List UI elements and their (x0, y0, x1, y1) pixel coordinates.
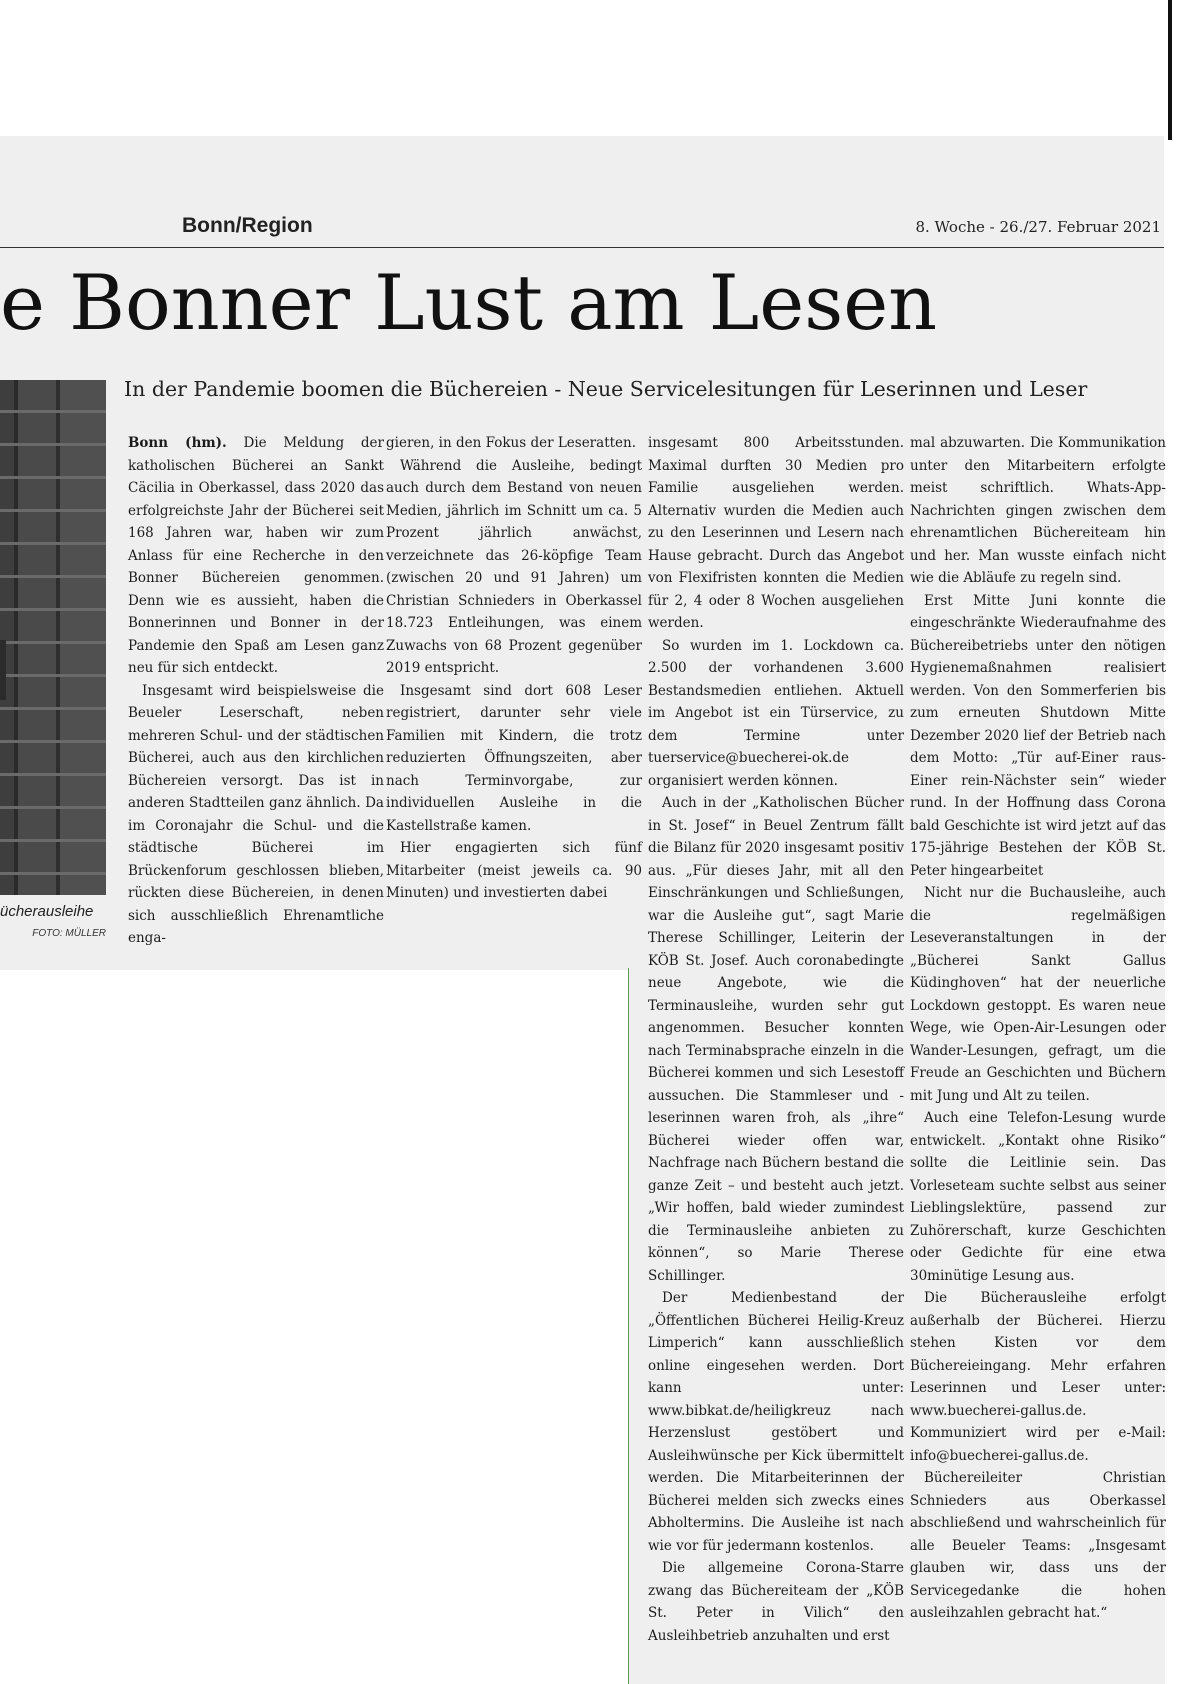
section-label: Bonn/Region (182, 214, 313, 237)
paragraph: Während die Ausleihe, bedingt auch durch dem Bestand von neuen Medien, jährlich im Schnitt um ca. 5 Prozent jährlich anwächst, verzeichnete das 26-köpfige Team (zwischen 20 und 91 Jahren) um Christian Schnieders in Oberkassel 18.723 Entleihungen, was einem Zuwachs von 68 Prozent gegenüber 2019 entspricht. (386, 457, 642, 676)
subheadline: In der Pandemie boomen die Büchereien - Neue Servicelesitungen für Leserinnen und Leser (124, 377, 1088, 401)
photo-detail (0, 640, 6, 700)
paragraph: mal abzuwarten. Die Kommunikation unter den Mitarbeitern erfolgte meist schriftlich. Whats-App-Nachrichten gingen zwischen dem ehrenamtlichen Büchereiteam hin und her. Man wusste einfach nicht wie die Abläufe zu regeln sind. (910, 435, 1166, 586)
paragraph: Der Medienbestand der „Öffentlichen Bücherei Heilig-Kreuz Limperich“ kann ausschließlich online eingesehen werden. Dort kann unter: www.bibkat.de/heiligkreuz nach Herzenslust gestöbert und Ausleihwünsche per Kick übermittelt werden. Die Mitarbeiterinnen der Bücherei melden sich zwecks eines Abholtermins. Die Ausleihe ist nach wie vor für jedermann kostenlos. (648, 1290, 904, 1554)
article-column-4 (910, 432, 1166, 1625)
paragraph-text: Die Meldung der katholischen Bücherei an Sankt Cäcilia in Oberkassel, dass 2020 das erfolgreichste Jahr der Bücherei seit 168 Jahren war, haben wir zum Anlass für eine Recherche in den Bonner Büchereien genommen. Denn wie es aussieht, haben die Bonnerinnen und Bonner in der Pandemie den Spaß am Lesen ganz neu für sich entdeckt. (128, 435, 384, 676)
article-photo (0, 380, 106, 895)
paragraph: Die allgemeine Corona-Starre zwang das Büchereiteam der „KÖB St. Peter in Vilich“ den Ausleihbetrieb anzuhalten und erst (648, 1560, 904, 1644)
paragraph: Auch eine Telefon-Lesung wurde entwickelt. „Kontakt ohne Risiko“ sollte die Leitlinie sein. Das Vorleseteam suchte selbst aus seiner Lieblingslektüre, passend zur Zuhörerschaft, kurze Geschichten oder Gedichte für eine etwa 30minütige Lesung aus. (910, 1110, 1166, 1284)
paragraph: Insgesamt sind dort 608 Leser registriert, darunter sehr viele Familien mit Kindern, die trotz reduzierten Öffnungszeiten, aber nach Terminvorgabe, zur individuellen Ausleihe in die Kastellstraße kamen. (386, 682, 642, 834)
paragraph (128, 432, 384, 680)
paragraph: Insgesamt wird beispielsweise die Beueler Leserschaft, neben mehreren Schul- und der städtischen Bücherei, auch aus den kirchlichen Büchereien versorgt. Das ist in anderen Stadtteilen ganz ähnlich. Da im Coronajahr die Schul- und die städtische Bücherei im Brückenforum geschlossen blieben, rückten diese Büchereien, in denen sich ausschließlich Ehrenamtliche enga- (128, 682, 384, 946)
article-column-1 (128, 432, 384, 950)
article-column-3 (648, 432, 904, 1647)
photo-caption: ücherausleihe (0, 903, 94, 920)
paragraph: Die Bücherausleihe erfolgt außerhalb der Bücherei. Hierzu stehen Kisten vor dem Büchereieingang. Mehr erfahren Leserinnen und Leser unter: www.buecherei-gallus.de. Kommuniziert wird per e-Mail: info@buecherei-gallus.de. (910, 1290, 1166, 1464)
issue-date: 8. Woche - 26./27. Februar 2021 (915, 218, 1161, 236)
photo-credit: FOTO: MÜLLER (32, 928, 106, 939)
paragraph: insgesamt 800 Arbeitsstunden. Maximal durften 30 Medien pro Familie ausgeliehen werden. Alternativ wurden die Medien auch zu den Leserinnen und Lesern nach Hause gebracht. Durch das Angebot von Flexifristen konnten die Medien für 2, 4 oder 8 Wochen ausgeliehen werden. (648, 435, 904, 631)
article-dateline: Bonn (hm). (128, 435, 227, 451)
paragraph: Auch in der „Katholischen Bücher in St. Josef“ in Beuel Zentrum fällt die Bilanz für 2020 insgesamt positiv aus. „Für dieses Jahr, mit all den Einschränkungen und Schließungen, war die Ausleihe gut“, sagt Marie Therese Schillinger, Leiterin der KÖB St. Josef. Auch coronabedingte neue Angebote, wie die Terminausleihe, wurden sehr gut angenommen. Besucher konnten nach Terminabsprache einzeln in die Bücherei kommen und sich Lesestoff aussuchen. Die Stammleser und -leserinnen waren froh, als „ihre“ Bücherei wieder offen war, Nachfrage nach Büchern bestand die ganze Zeit – und besteht auch jetzt. „Wir hoffen, bald wieder zumindest die Terminausleihe anbieten zu können“, so Marie Therese Schillinger. (648, 795, 904, 1284)
headline: e Bonner Lust am Lesen (0, 258, 938, 347)
paragraph: Hier engagierten sich fünf Mitarbeiter (meist jeweils ca. 90 Minuten) und investierten dabei (386, 840, 642, 901)
paragraph: Nicht nur die Buchausleihe, auch die regelmäßigen Leseveranstaltungen in der „Bücherei Sankt Gallus Küdinghoven“ hat der neuerliche Lockdown gestoppt. Es waren neue Wege, wie Open-Air-Lesungen oder Wander-Lesungen, gefragt, um die Freude an Geschichten und Büchern mit Jung und Alt zu teilen. (910, 885, 1166, 1104)
paragraph: Büchereileiter Christian Schnieders aus Oberkassel abschließend und wahrscheinlich für alle Beueler Teams: „Insgesamt glauben wir, dass uns der Servicegedanke die hohen ausleihzahlen gebracht hat.“ (910, 1470, 1166, 1621)
scan-edge-line (1168, 0, 1172, 140)
paragraph: Erst Mitte Juni konnte die eingeschränkte Wiederaufnahme des Büchereibetriebs unter den nötigen Hygienemaßnahmen realisiert werden. Von den Sommerferien bis zum erneuten Shutdown Mitte Dezember 2020 lief der Betrieb nach dem Motto: „Tür auf-Einer raus-Einer rein-Nächster sein“ wieder rund. In der Hoffnung dass Corona bald Geschichte ist wird jetzt auf das 175-jährige Bestehen der KÖB St. Peter hingearbeitet (910, 592, 1166, 879)
article-column-2 (386, 432, 642, 905)
paragraph: gieren, in den Fokus der Leseratten. (386, 435, 637, 451)
header-rule (0, 247, 1164, 248)
paragraph: So wurden im 1. Lockdown ca. 2.500 der vorhandenen 3.600 Bestandsmedien entliehen. Aktuell im Angebot ist ein Türservice, zu dem Termine unter tuerservice@buecherei-ok.de organisiert werden können. (648, 637, 904, 789)
